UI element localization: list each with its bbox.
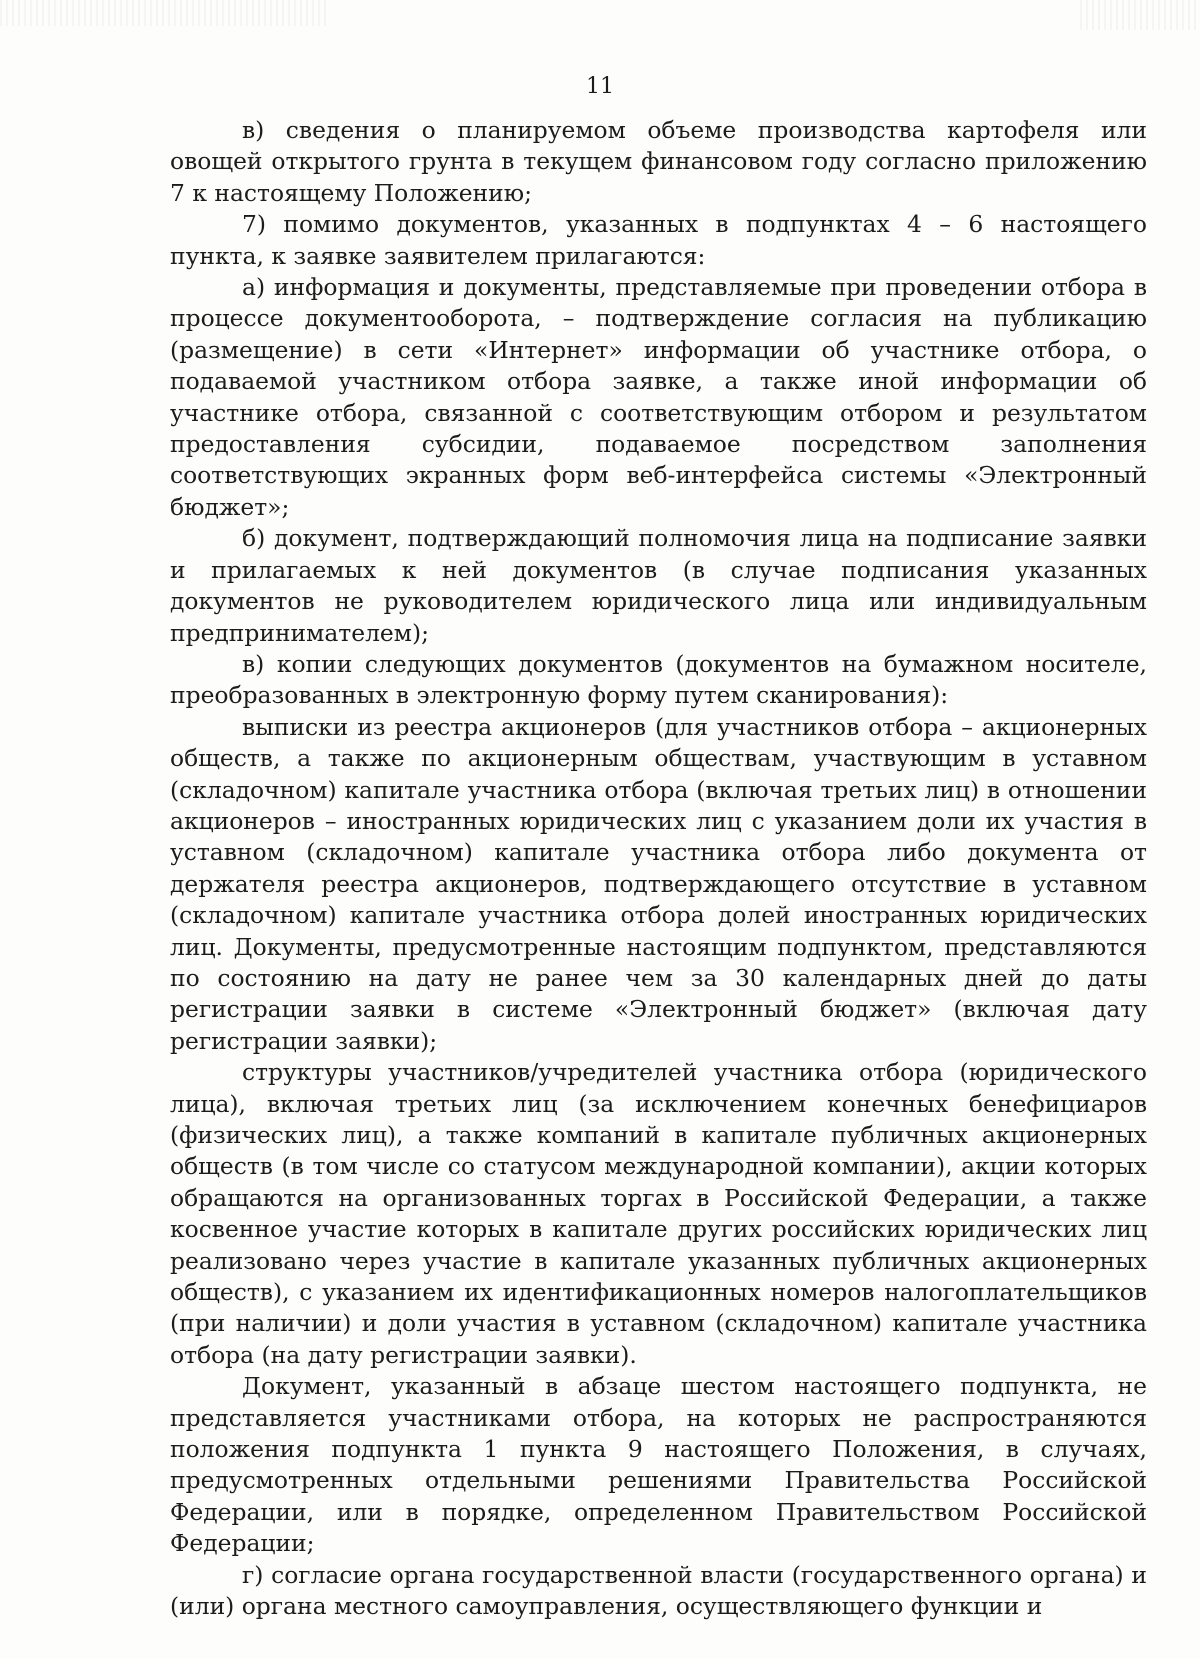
paragraph-shareholder-register: выписки из реестра акционеров (для участников отбора – акционерных обществ, а также по акционерным обществам, участвующим в уставном (складочном) капитале участника отбора (включая третьих лиц) в отношении акционеров – иностранных юридических лиц с указанием доли их участия в уставном (складочном) капитале участника отбора либо документа от держателя реестра акционеров, подтверждающего отсутствие в уставном (складочном) капитале участника отбора долей иностранных юридических лиц. Документы, предусмотренные настоящим подпунктом, представляются по состоянию на дату не ранее чем за 30 календарных дней до даты регистрации заявки в системе «Электронный бюджет» (включая дату регистрации заявки);	[170, 712, 1147, 1055]
scan-artifact	[1080, 0, 1200, 30]
paragraph-a-information: а) информация и документы, представляемые при проведении отбора в процессе документооборота, – подтверждение согласия на публикацию (размещение) в сети «Интернет» информации об участнике отбора, о подаваемой участником отбора заявке, а также иной информации об участнике отбора, связанной с соответствующим отбором и результатом предоставления субсидии, подаваемое посредством заполнения соответствующих экранных форм веб-интерфейса системы «Электронный бюджет»;	[170, 273, 1147, 521]
paragraph-v-document-copies: в) копии следующих документов (документов на бумажном носителе, преобразованных в электронную форму путем сканирования):	[170, 649, 1147, 710]
document-body	[170, 115, 1147, 1623]
scan-artifact	[0, 0, 330, 26]
page-number: 11	[586, 74, 614, 99]
paragraph-document-exemption: Документ, указанный в абзаце шестом настоящего подпункта, не представляется участниками отбора, на которых не распространяются положения подпункта 1 пункта 9 настоящего Положения, в случаях, предусмотренных отдельными решениями Правительства Российской Федерации, или в порядке, определенном Правительством Российской Федерации;	[170, 1372, 1147, 1558]
paragraph-participant-structure: структуры участников/учредителей участника отбора (юридического лица), включая третьих лиц (за исключением конечных бенефициаров (физических лиц), а также компаний в капитале публичных акционерных обществ (в том числе со статусом международной компании), акции которых обращаются на организованных торгах в Российской Федерации, а также косвенное участие которых в капитале других российских юридических лиц реализовано через участие в капитале указанных публичных акционерных обществ), с указанием их идентификационных номеров налогоплательщиков (при наличии) и доли участия в уставном (складочном) капитале участника отбора (на дату регистрации заявки).	[170, 1058, 1147, 1369]
paragraph-v-production-volume: в) сведения о планируемом объеме производства картофеля или овощей открытого грунта в текущем финансовом году согласно приложению 7 к настоящему Положению;	[170, 116, 1147, 207]
paragraph-b-authority-document: б) документ, подтверждающий полномочия лица на подписание заявки и прилагаемых к ней документов (в случае подписания указанных документов не руководителем юридического лица или индивидуальным предпринимателем);	[170, 524, 1147, 647]
paragraph-7-attached-documents: 7) помимо документов, указанных в подпунктах 4 – 6 настоящего пункта, к заявке заявителем прилагаются:	[170, 210, 1147, 270]
paragraph-g-authority-consent: г) согласие органа государственной власти (государственного органа) и (или) органа местного самоуправления, осуществляющего функции и	[170, 1560, 1147, 1621]
